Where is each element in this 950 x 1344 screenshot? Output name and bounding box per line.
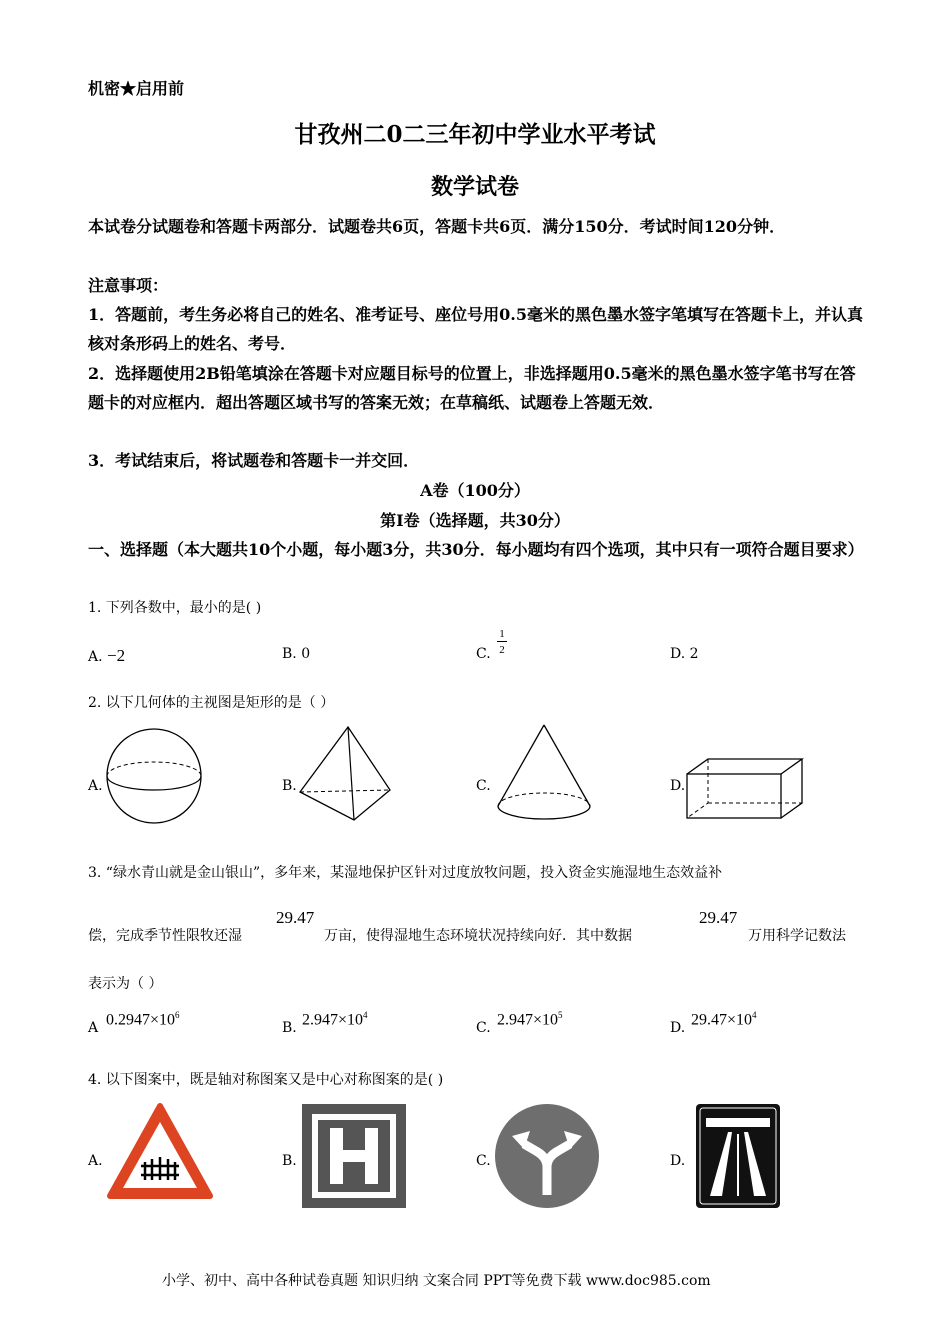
q1-c-label: C. bbox=[476, 646, 491, 662]
q4-option-c-label: C. bbox=[476, 1153, 491, 1169]
motorway-sign-icon bbox=[696, 1104, 780, 1208]
q3-b-base: 2.947×10 bbox=[302, 1011, 364, 1029]
q3-option-a bbox=[106, 1010, 180, 1029]
hospital-h-sign-icon bbox=[302, 1104, 406, 1208]
q2-option-c-label: C. bbox=[476, 778, 491, 794]
notes-heading: 注意事项： bbox=[88, 276, 169, 295]
section-a-heading: A卷（100分） bbox=[420, 481, 530, 500]
q2-option-d-label: D. bbox=[670, 778, 686, 794]
cuboid-icon bbox=[684, 756, 806, 822]
q3-d-base: 29.47×10 bbox=[691, 1011, 753, 1029]
q3-b-exp: 4 bbox=[363, 1010, 368, 1020]
q3-line-2c: 万用科学记数法 bbox=[748, 928, 846, 944]
q3-option-c-label: C. bbox=[476, 1020, 491, 1036]
q1-c-denominator: 2 bbox=[499, 644, 505, 656]
note-1: 1．答题前，考生务必将自己的姓名、准考证号、座位号用0.5毫米的黑色墨水签字笔填写在答题卡上，并认真核对条形码上的姓名、考号． bbox=[88, 305, 863, 353]
q4-stem: 4. 以下图案中，既是轴对称图案又是中心对称图案的是( ) bbox=[88, 1072, 444, 1088]
q1-a-value: −2 bbox=[107, 646, 126, 665]
q3-c-exp: 5 bbox=[558, 1010, 563, 1020]
q4-option-a-label: A. bbox=[88, 1153, 103, 1169]
choice-instructions: 一、选择题（本大题共10个小题，每小题3分，共30分．每小题均有四个选项，其中只有一项符合题目要求） bbox=[88, 540, 864, 559]
pyramid-icon bbox=[298, 724, 394, 824]
paper-subtitle: 数学试卷 bbox=[430, 174, 519, 200]
q4-option-d-label: D. bbox=[670, 1153, 686, 1169]
q1-a-label: A. bbox=[88, 649, 103, 665]
q4-option-b-label: B. bbox=[282, 1153, 297, 1169]
q2-stem: 2. 以下几何体的主视图是矩形的是（ ） bbox=[88, 695, 335, 711]
page-footer: 小学、初中、高中各种试卷真题 知识归纳 文案合同 PPT等免费下载 www.doc985.com bbox=[162, 1273, 711, 1289]
fork-arrow-sign-icon bbox=[494, 1103, 600, 1209]
q3-number-1: 29.47 bbox=[276, 908, 315, 927]
q3-option-b-label: B. bbox=[282, 1020, 297, 1036]
q3-option-c bbox=[497, 1010, 563, 1029]
q3-a-exp: 6 bbox=[175, 1010, 180, 1020]
q3-a-base: 0.2947×10 bbox=[106, 1011, 176, 1029]
cone-icon bbox=[494, 722, 594, 826]
q1-c-numerator: 1 bbox=[497, 628, 507, 642]
q3-line-2b: 万亩，使得湿地生态环境状况持续向好．其中数据 bbox=[324, 928, 632, 944]
q2-option-a-label: A. bbox=[88, 778, 103, 794]
intro-text: 本试卷分试题卷和答题卡两部分．试题卷共6页，答题卡共6页．满分150分．考试时间120分钟． bbox=[88, 217, 786, 236]
q3-option-d bbox=[691, 1010, 757, 1029]
q3-option-a-label: A bbox=[88, 1020, 99, 1036]
confidential-label: 机密★启用前 bbox=[88, 79, 185, 98]
q3-line-3: 表示为（ ） bbox=[88, 976, 163, 992]
note-3: 3．考试结束后，将试题卷和答题卡一并交回． bbox=[88, 451, 420, 470]
q3-number-2: 29.47 bbox=[699, 908, 738, 927]
note-2: 2．选择题使用2B铅笔填涂在答题卡对应题目标号的位置上，非选择题用0.5毫米的黑色墨水签字笔书写在答题卡的对应框内．超出答题区域书写的答案无效；在草稿纸、试题卷上答题无效． bbox=[88, 364, 856, 412]
q1-option-c bbox=[476, 646, 491, 662]
q1-option-d: D. 2 bbox=[670, 646, 699, 662]
q3-d-exp: 4 bbox=[752, 1010, 757, 1020]
exam-title: 甘孜州二0二三年初中学业水平考试 bbox=[294, 121, 656, 148]
q3-c-base: 2.947×10 bbox=[497, 1011, 559, 1029]
sphere-icon bbox=[104, 726, 204, 826]
q2-option-b-label: B. bbox=[282, 778, 297, 794]
q1-stem: 1. 下列各数中，最小的是( ) bbox=[88, 600, 262, 616]
part-1-heading: 第Ⅰ卷（选择题，共30分） bbox=[380, 511, 570, 530]
q3-option-b bbox=[302, 1010, 368, 1029]
q1-option-a bbox=[88, 646, 125, 666]
q3-line-1: 3. “绿水青山就是金山银山”，多年来，某湿地保护区针对过度放牧问题，投入资金实施湿地生态效益补 bbox=[88, 865, 723, 881]
q3-line-2a: 偿，完成季节性限牧还湿 bbox=[88, 928, 242, 944]
railway-crossing-sign-icon bbox=[106, 1102, 214, 1202]
q3-option-d-label: D. bbox=[670, 1020, 686, 1036]
q1-option-b: B. 0 bbox=[282, 646, 311, 662]
